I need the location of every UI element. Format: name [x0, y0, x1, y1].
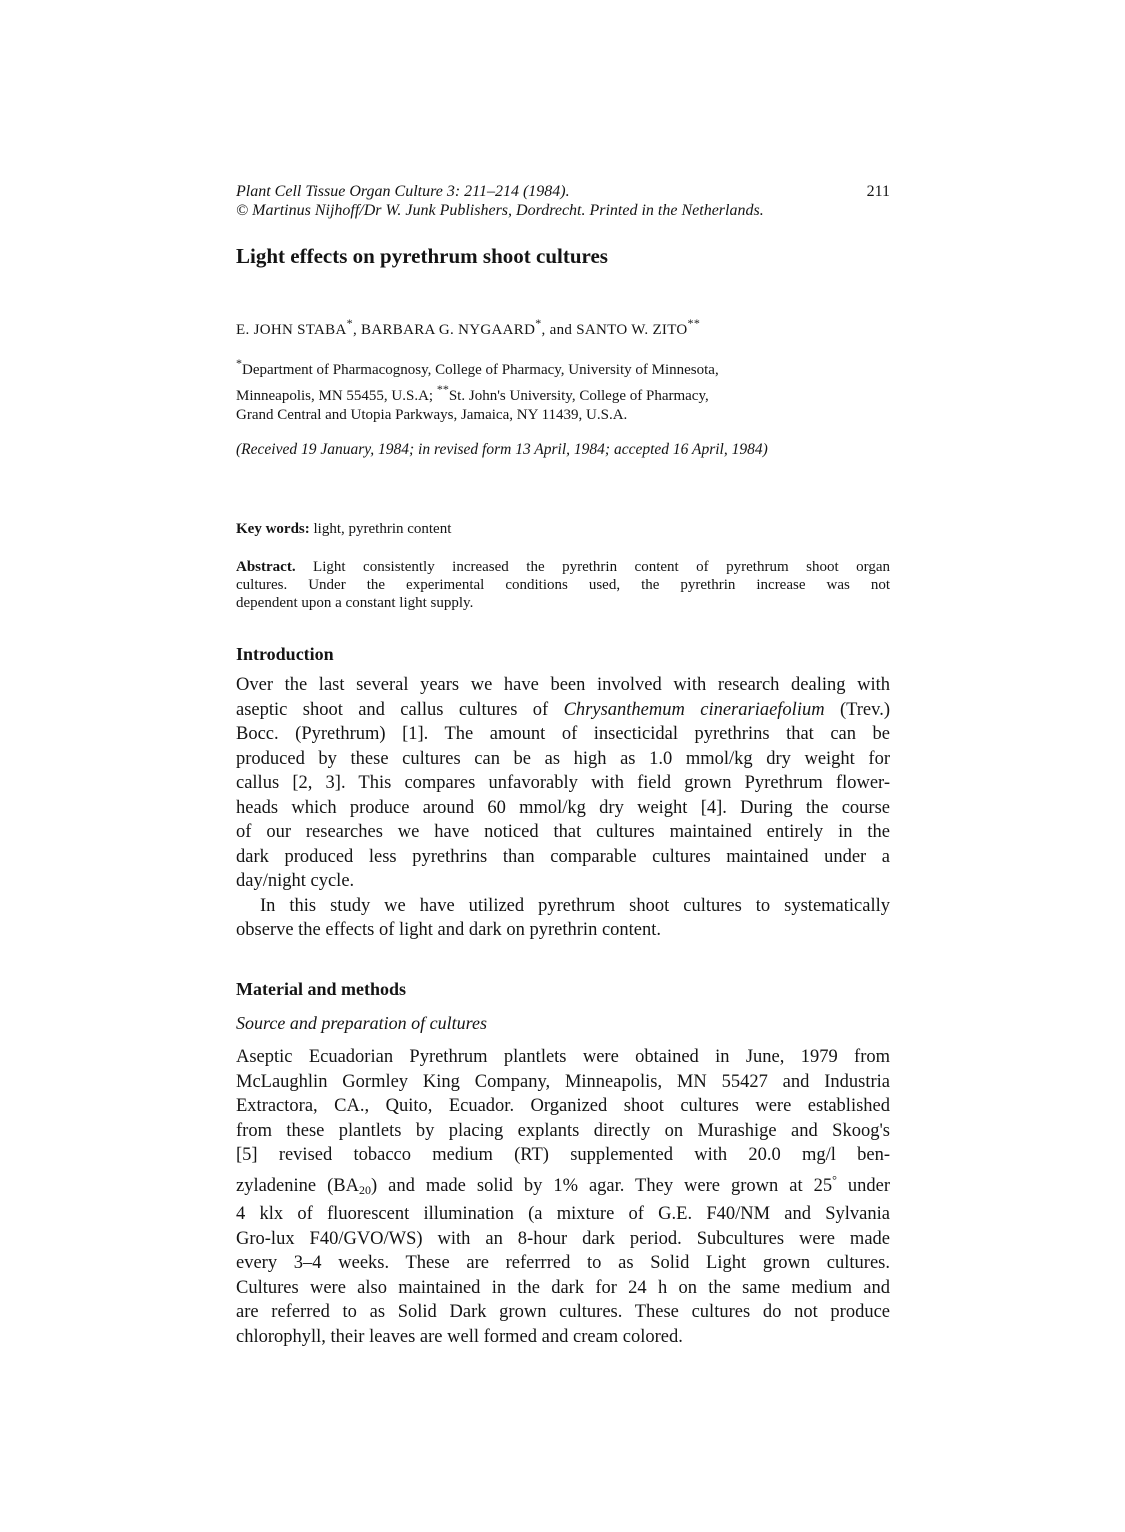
keywords — [236, 519, 451, 539]
text-line: heads which produce around 60 mmol/kg dry weight [4]. During the course — [236, 797, 890, 818]
text-line: aseptic shoot and callus cultures of Chrysanthemum cinerariaefolium (Trev.) — [236, 699, 890, 720]
text-line: Gro-lux F40/GVO/WS) with an 8-hour dark period. Subcultures were made — [236, 1228, 890, 1249]
author-mark: * — [535, 316, 542, 330]
text-line: produced by these cultures can be as high as 1.0 mmol/kg dry weight for — [236, 748, 890, 769]
abstract-line: Abstract. Light consistently increased the pyrethrin content of pyrethrum shoot organ — [236, 559, 890, 575]
text-line: McLaughlin Gormley King Company, Minneapolis, MN 55427 and Industria — [236, 1071, 890, 1092]
degree-symbol: ° — [832, 1172, 837, 1187]
author-name: E. JOHN STABA — [236, 322, 347, 338]
affiliation-line: *Department of Pharmacognosy, College of Pharmacy, University of Minnesota, — [236, 356, 719, 378]
affiliation-line: Minneapolis, MN 55455, U.S.A; **St. John's University, College of Pharmacy, — [236, 382, 709, 404]
text-line: dark produced less pyrethrins than comparable cultures maintained under a — [236, 846, 890, 867]
journal-header — [236, 182, 890, 220]
text-line: In this study we have utilized pyrethrum shoot cultures to systematically — [260, 895, 890, 916]
text-line: Over the last several years we have been involved with research dealing with — [236, 675, 890, 695]
text-line: of our researches we have noticed that cultures maintained entirely in the — [236, 822, 890, 842]
text-line: are referred to as Solid Dark grown cultures. These cultures do not produce — [236, 1302, 890, 1322]
affiliation-mark: * — [236, 356, 242, 370]
affiliation-line: Grand Central and Utopia Parkways, Jamaica, NY 11439, U.S.A. — [236, 407, 628, 423]
text-line: [5] revised tobacco medium (RT) supplemented with 20.0 mg/l ben- — [236, 1145, 890, 1165]
keywords-label: Key words: — [236, 521, 310, 537]
publisher-line: © Martinus Nijhoff/Dr W. Junk Publishers, Dordrecht. Printed in the Netherlands. — [236, 202, 764, 219]
author-name: BARBARA G. NYGAARD — [361, 322, 536, 338]
text-line: Extractora, CA., Quito, Ecuador. Organized shoot cultures were established — [236, 1096, 890, 1116]
text-line: every 3–4 weeks. These are referrred to as Solid Light grown cultures. — [236, 1253, 890, 1273]
text-line: day/night cycle. — [236, 871, 355, 891]
text-line: observe the effects of light and dark on pyrethrin content. — [236, 920, 662, 940]
methods-subheading: Source and preparation of cultures — [236, 1013, 487, 1033]
page-number: 211 — [866, 183, 890, 200]
text-line: 4 klx of fluorescent illumination (a mixture of G.E. F40/NM and Sylvania — [236, 1204, 890, 1224]
subscript: 20 — [358, 1182, 371, 1197]
keywords-text: light, pyrethrin content — [309, 521, 452, 537]
text-line: Bocc. (Pyrethrum) [1]. The amount of insecticidal pyrethrins that can be — [236, 724, 890, 744]
introduction-heading: Introduction — [236, 644, 334, 664]
text-line: Cultures were also maintained in the dark for 24 h on the same medium and — [236, 1277, 890, 1298]
introduction-text — [236, 673, 890, 943]
affiliations — [236, 354, 896, 425]
author-separator: , — [352, 322, 362, 338]
text-line: chlorophyll, their leaves are well formed and cream colored. — [236, 1326, 683, 1347]
author-mark: ** — [687, 316, 701, 330]
species-name: Chrysanthemum cinerariaefolium — [563, 699, 825, 720]
abstract-line: cultures. Under the experimental conditions used, the pyrethrin increase was not — [236, 577, 890, 593]
text-line: Aseptic Ecuadorian Pyrethrum plantlets were obtained in June, 1979 from — [236, 1047, 890, 1067]
author-list — [236, 313, 700, 340]
abstract — [236, 558, 890, 612]
text-line: zyladenine $(BA_{20})$ and made solid by 1% agar. They were grown at 25° under — [236, 1172, 890, 1197]
abstract-line: dependent upon a constant light supply. — [236, 595, 474, 611]
journal-citation: Plant Cell Tissue Organ Culture 3: 211–214 (1984). — [236, 183, 570, 200]
affiliation-mark: ** — [436, 382, 449, 396]
text-line: from these plantlets by placing explants directly on Murashige and Skoog's — [236, 1120, 890, 1141]
abstract-label: Abstract. — [236, 559, 296, 575]
author-mark: * — [346, 316, 353, 330]
received-dates: (Received 19 January, 1984; in revised form 13 April, 1984; accepted 16 April, 1984) — [236, 441, 768, 458]
text-line: callus [2, 3]. This compares unfavorably with field grown Pyrethrum flower- — [236, 773, 890, 793]
methods-heading: Material and methods — [236, 979, 406, 999]
author-name: SANTO W. ZITO — [576, 322, 688, 338]
methods-text — [236, 1045, 890, 1349]
author-separator: , and — [541, 322, 577, 338]
article-title: Light effects on pyrethrum shoot cultures — [236, 244, 608, 268]
